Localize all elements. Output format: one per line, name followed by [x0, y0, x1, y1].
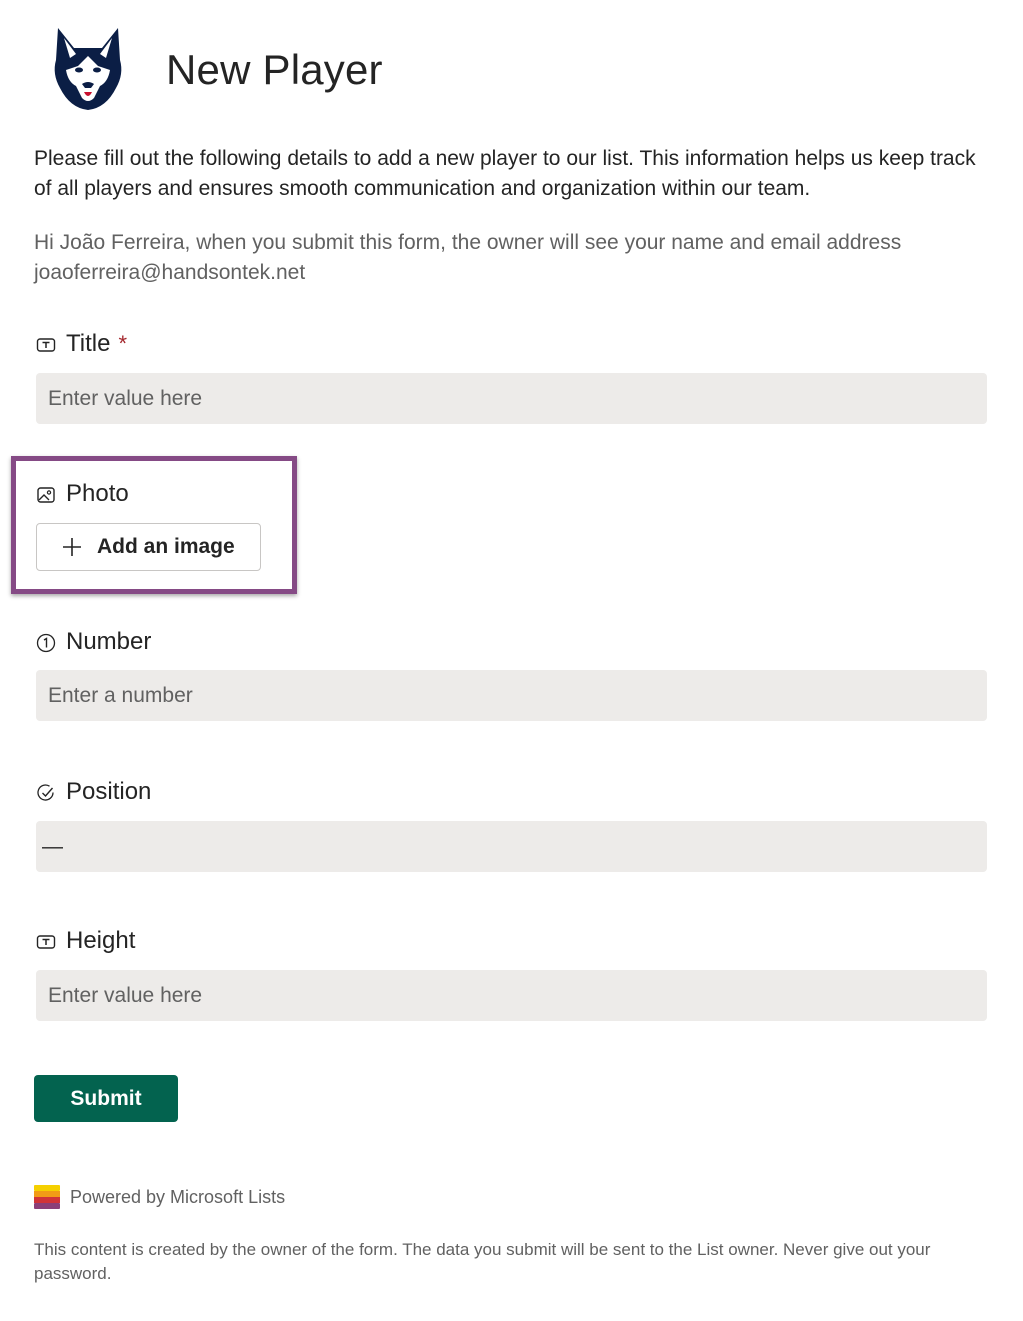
title-input-placeholder: Enter value here — [48, 386, 203, 410]
add-image-label: Add an image — [97, 535, 235, 558]
text-field-icon — [36, 334, 56, 354]
form-description: Please fill out the following details to add a new player to our list. This information helps us keep track of all players and ensures smooth communication and organization within our team. — [34, 147, 976, 200]
position-select[interactable] — [36, 821, 987, 872]
text-field-icon — [36, 931, 56, 951]
position-select-value: — — [42, 834, 63, 858]
title-label-text: Title — [66, 330, 111, 357]
height-input[interactable] — [36, 970, 987, 1021]
height-field-label — [36, 927, 135, 955]
disclaimer: This content is created by the owner of the form. The data you submit will be sent to the List owner. Never give out your password. — [34, 1240, 931, 1283]
husky-logo-icon — [50, 26, 126, 112]
form-title: New Player — [166, 46, 383, 93]
height-input-placeholder: Enter value here — [48, 983, 203, 1007]
position-field-label — [36, 778, 151, 806]
choice-icon — [36, 782, 56, 802]
number-field-label — [36, 628, 151, 656]
plus-icon — [61, 536, 83, 558]
height-label-text: Height — [66, 927, 136, 954]
powered-by-text[interactable]: Powered by Microsoft Lists — [70, 1186, 286, 1207]
title-field-label — [36, 330, 127, 358]
number-label-text: Number — [66, 628, 152, 655]
title-input[interactable] — [36, 373, 987, 424]
photo-label-text: Photo — [66, 480, 129, 507]
microsoft-lists-icon — [34, 1183, 62, 1211]
number-input[interactable] — [36, 670, 987, 721]
photo-field-label — [36, 480, 129, 508]
add-image-button[interactable] — [36, 523, 261, 571]
privacy-notice: Hi João Ferreira, when you submit this form, the owner will see your name and email address joaoferreira@handsontek.net — [34, 231, 902, 284]
number-icon — [36, 632, 56, 652]
position-label-text: Position — [66, 778, 152, 805]
required-marker: * — [118, 331, 128, 356]
powered-by — [34, 1183, 285, 1211]
submit-button[interactable]: Submit — [34, 1075, 178, 1122]
number-input-placeholder: Enter a number — [48, 683, 193, 707]
image-icon — [36, 484, 56, 504]
